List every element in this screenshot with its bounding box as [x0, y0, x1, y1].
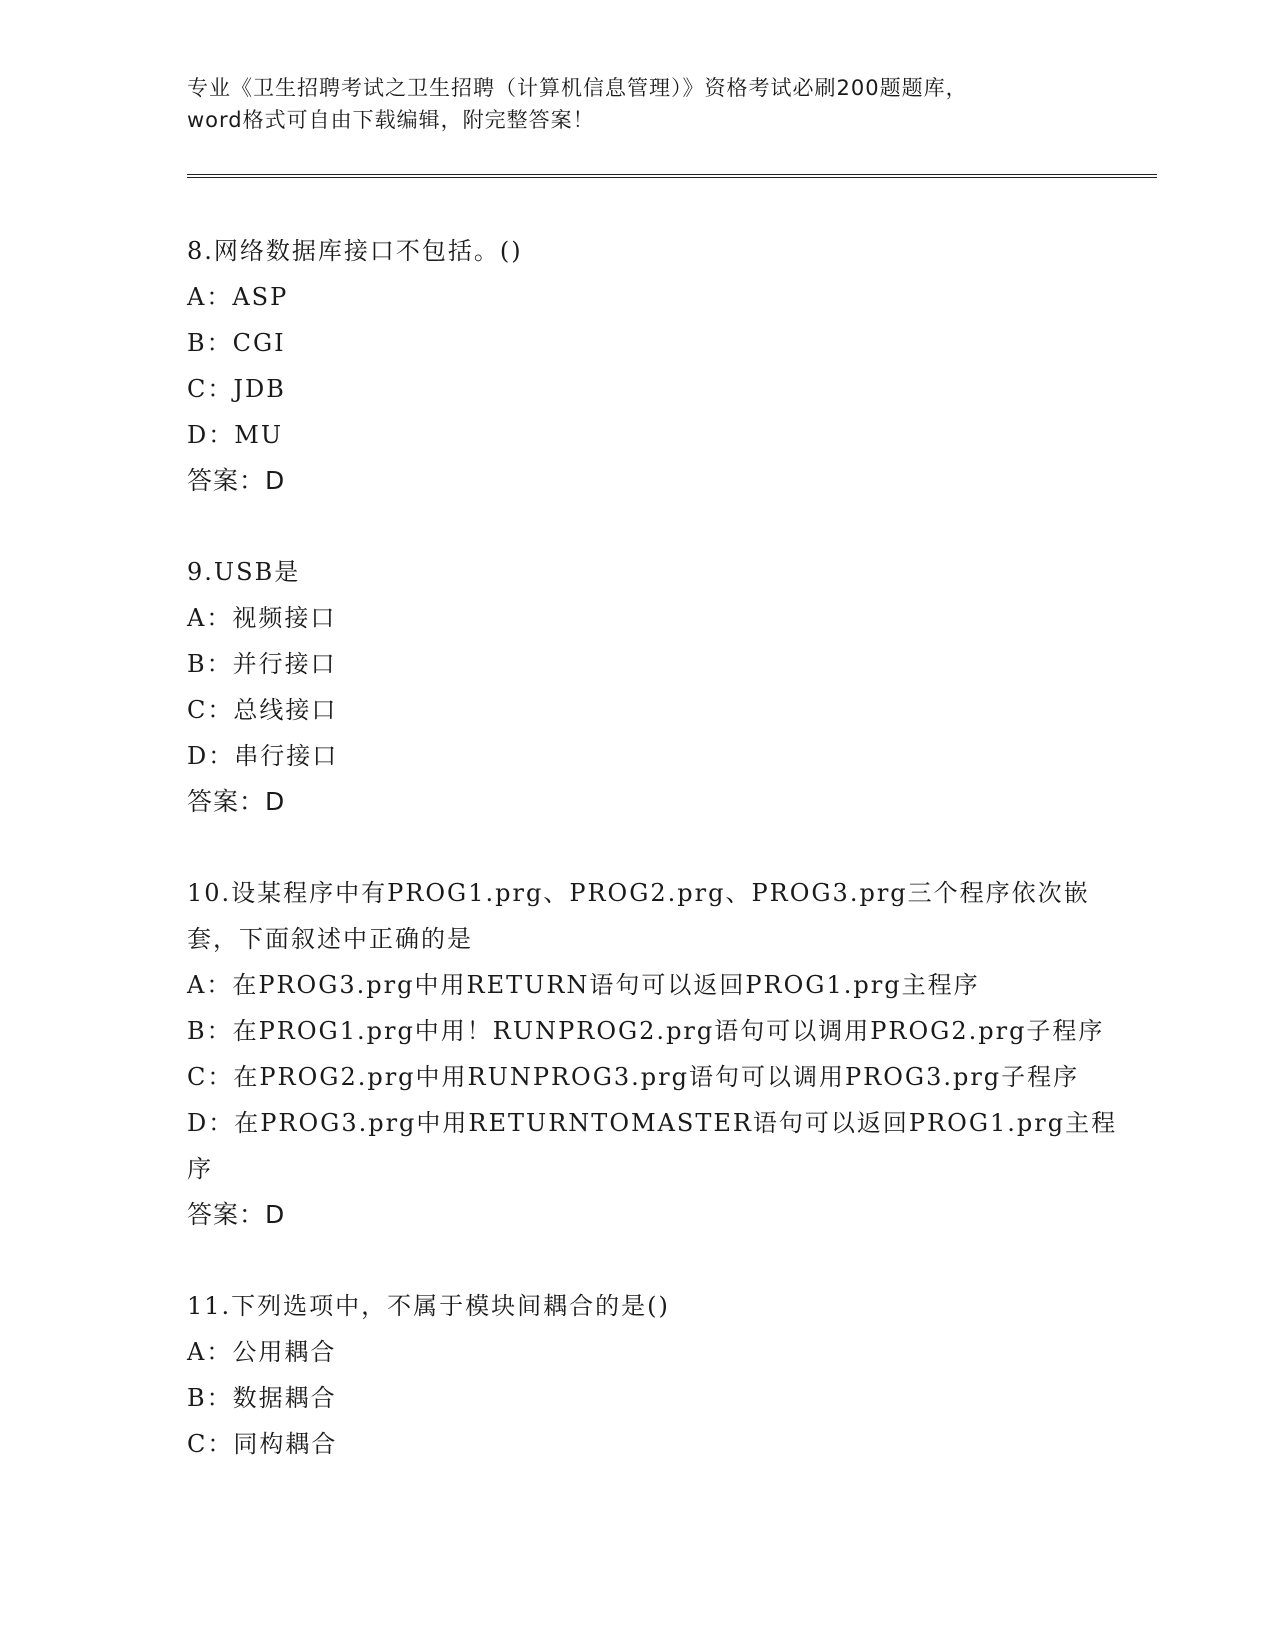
document-header-line-2: word格式可自由下载编辑，附完整答案！ — [187, 108, 595, 132]
option-line — [187, 1008, 1157, 1054]
option-line — [187, 1054, 1157, 1100]
option-text: 总线接口 — [233, 696, 338, 724]
option-letter: C： — [187, 375, 234, 403]
option-text: 在PROG1.prg中用！RUNPROG2.prg语句可以调用PROG2.prg子程序 — [232, 1017, 1105, 1045]
document-page — [187, 72, 1157, 1512]
option-line — [187, 412, 1157, 458]
option-letter: A： — [187, 604, 233, 632]
document-header-line-1: 专业《卫生招聘考试之卫生招聘（计算机信息管理）》资格考试必刷200题题库， — [187, 76, 968, 100]
question-text: 10.设某程序中有PROG1.prg、PROG2.prg、PROG3.prg三个程序依次嵌 — [187, 879, 1090, 907]
option-text: 视频接口 — [232, 604, 337, 632]
question-block — [187, 1283, 1157, 1467]
option-text: 同构耦合 — [233, 1430, 338, 1458]
option-text: 在PROG3.prg中用RETURN语句可以返回PROG1.prg主程序 — [232, 971, 980, 999]
option-line — [187, 641, 1157, 687]
option-letter: C： — [187, 1430, 234, 1458]
option-line — [187, 274, 1157, 320]
question-block — [187, 228, 1157, 504]
answer-text: 答案：D — [187, 1200, 286, 1229]
option-letter: B： — [187, 1384, 233, 1412]
option-text: 在PROG2.prg中用RUNPROG3.prg语句可以调用PROG3.prg子程序 — [233, 1063, 1080, 1091]
option-line — [187, 366, 1157, 412]
option-line — [187, 1375, 1157, 1421]
option-letter: C： — [187, 696, 234, 724]
option-line — [187, 1100, 1157, 1146]
answer-text: 答案：D — [187, 787, 286, 816]
option-text: 序 — [187, 1155, 213, 1183]
option-letter: A： — [187, 1338, 233, 1366]
question-block — [187, 870, 1157, 1238]
option-text: ASP — [232, 283, 289, 311]
question-text: 9.USB是 — [187, 558, 301, 586]
option-text: 数据耦合 — [232, 1384, 337, 1412]
question-text: 11.下列选项中，不属于模块间耦合的是() — [187, 1292, 670, 1320]
question-list — [187, 228, 1157, 1467]
option-letter: A： — [187, 971, 233, 999]
option-letter: D： — [187, 421, 235, 449]
option-line — [187, 320, 1157, 366]
option-letter: B： — [187, 650, 233, 678]
option-line — [187, 733, 1157, 779]
question-block — [187, 549, 1157, 825]
option-line — [187, 1329, 1157, 1375]
question-text: 套，下面叙述中正确的是 — [187, 925, 473, 953]
option-line — [187, 962, 1157, 1008]
header-divider — [187, 174, 1157, 178]
option-text: MU — [234, 421, 284, 449]
option-text: CGI — [232, 329, 286, 357]
option-line — [187, 1146, 1157, 1192]
option-text: JDB — [233, 375, 286, 403]
option-text: 在PROG3.prg中用RETURNTOMASTER语句可以返回PROG1.prg主程 — [234, 1109, 1118, 1137]
option-letter: C： — [187, 1063, 234, 1091]
option-line — [187, 595, 1157, 641]
option-letter: D： — [187, 742, 235, 770]
option-line — [187, 687, 1157, 733]
option-text: 公用耦合 — [232, 1338, 337, 1366]
option-text: 并行接口 — [232, 650, 337, 678]
option-letter: B： — [187, 1017, 233, 1045]
option-letter: B： — [187, 329, 233, 357]
option-letter: A： — [187, 283, 233, 311]
option-letter: D： — [187, 1109, 235, 1137]
answer-text: 答案：D — [187, 466, 286, 495]
option-text: 串行接口 — [234, 742, 339, 770]
option-line — [187, 1421, 1157, 1467]
question-text: 8.网络数据库接口不包括。() — [187, 237, 523, 265]
